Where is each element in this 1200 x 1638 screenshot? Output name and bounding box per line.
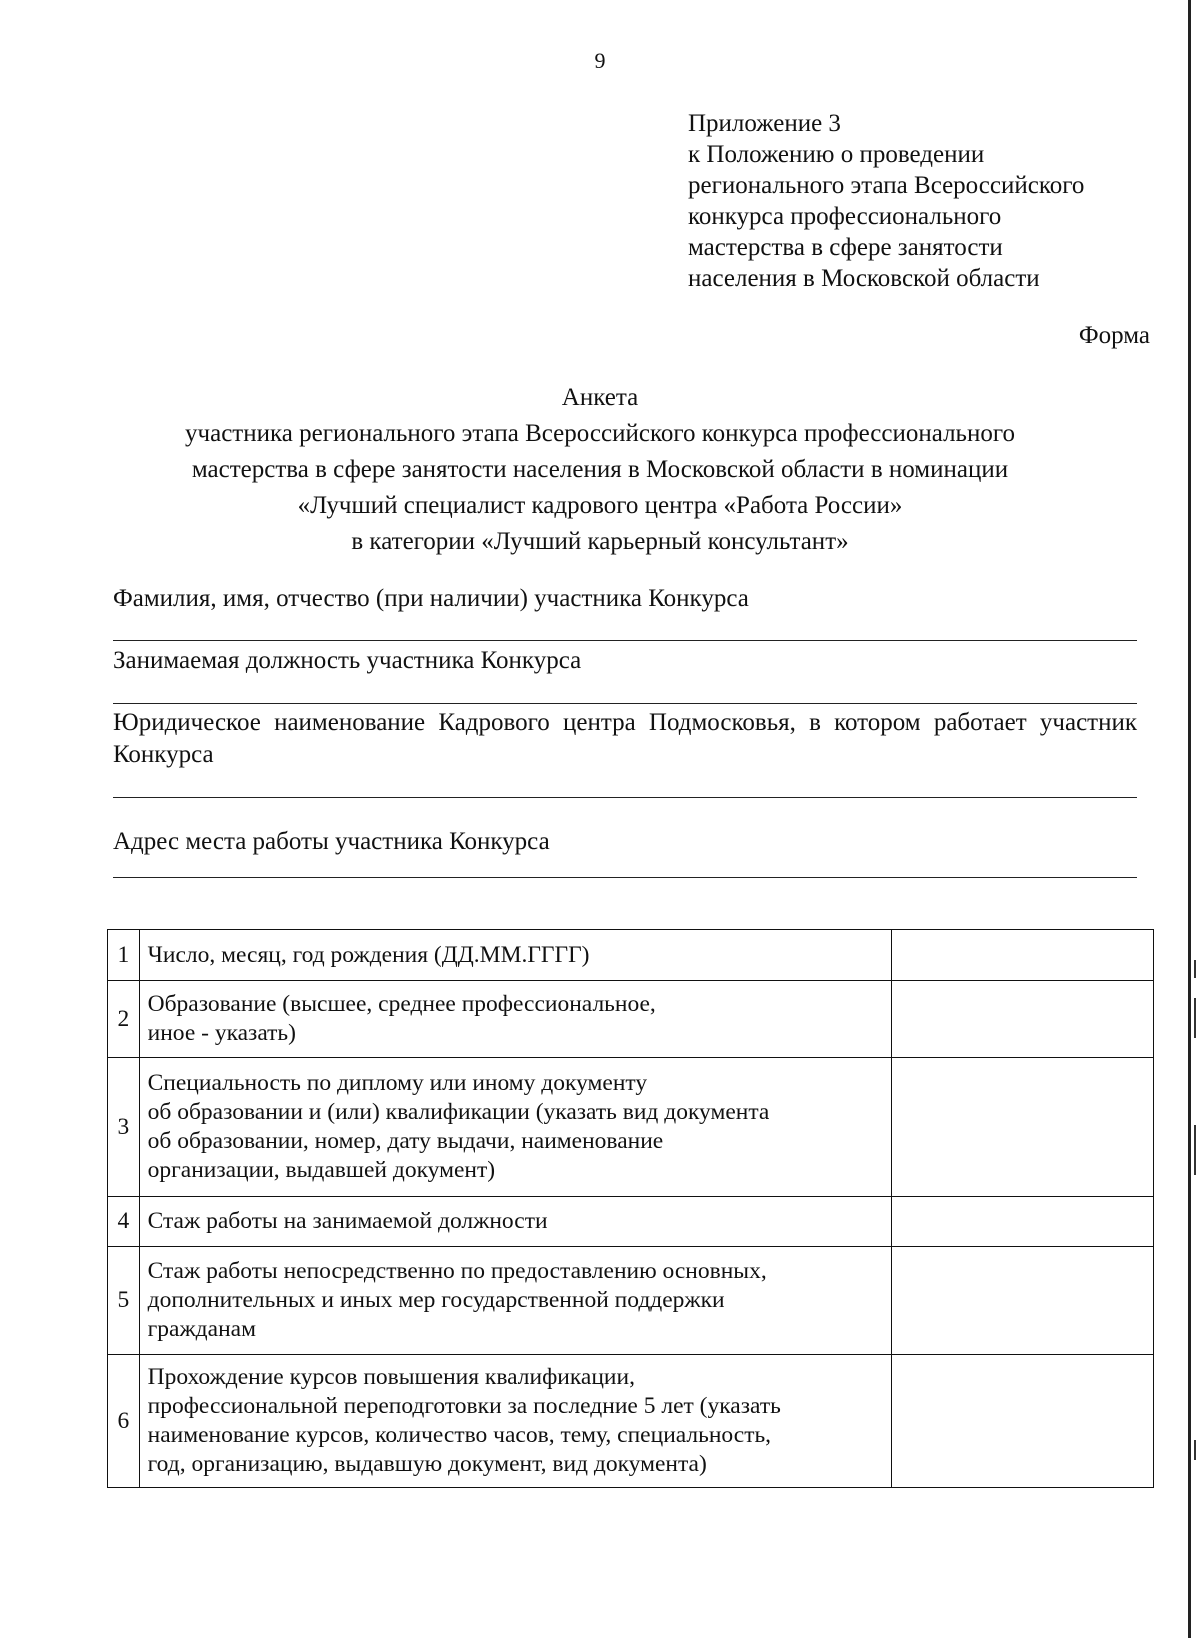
row-question xyxy=(139,1058,891,1197)
full-name-label: Фамилия, имя, отчество (при наличии) участника Конкурса xyxy=(113,585,749,612)
question-line: Стаж работы на занимаемой должности xyxy=(147,1208,548,1234)
question-line: наименование курсов, количество часов, тему, специальность, xyxy=(147,1422,772,1448)
employer-name-field[interactable] xyxy=(113,797,1137,798)
question-line: об образовании и (или) квалификации (указать вид документа xyxy=(147,1099,770,1125)
scan-edge-mark xyxy=(1194,1440,1196,1460)
title-line: участника регионального этапа Всероссийского конкурса профессионального xyxy=(185,420,1015,447)
annex-line: мастерства в сфере занятости xyxy=(688,234,1003,261)
annex-line: населения в Московской области xyxy=(688,265,1040,292)
row-number: 6 xyxy=(108,1355,140,1488)
title-line: «Лучший специалист кадрового центра «Работа России» xyxy=(297,492,903,519)
question-line: дополнительных и иных мер государственной поддержки xyxy=(147,1287,725,1313)
annex-line: регионального этапа Всероссийского xyxy=(688,172,1085,199)
row-answer-cell[interactable] xyxy=(891,1058,1153,1197)
full-name-field[interactable] xyxy=(113,640,1137,641)
question-line: Образование (высшее, среднее профессиональное, xyxy=(147,991,656,1017)
table-row xyxy=(108,930,1154,981)
title-line: мастерства в сфере занятости населения в Московской области в номинации xyxy=(191,456,1009,483)
document-title xyxy=(100,380,1100,560)
table-row xyxy=(108,1355,1154,1488)
position-field[interactable] xyxy=(113,703,1137,704)
question-line: организации, выдавшей документ) xyxy=(147,1157,496,1183)
form-label: Форма xyxy=(1078,322,1150,349)
row-number: 2 xyxy=(108,981,140,1058)
row-question xyxy=(139,930,891,981)
row-question xyxy=(139,1355,891,1488)
table-row xyxy=(108,981,1154,1058)
question-line: гражданам xyxy=(147,1316,256,1342)
row-answer-cell[interactable] xyxy=(891,1197,1153,1247)
work-address-label: Адрес места работы участника Конкурса xyxy=(113,828,550,855)
row-number: 3 xyxy=(108,1058,140,1197)
work-address-field[interactable] xyxy=(113,877,1137,878)
scan-edge-mark xyxy=(1194,998,1196,1038)
scan-edge-line xyxy=(1188,0,1191,1638)
row-number: 1 xyxy=(108,930,140,981)
questionnaire-table xyxy=(107,929,1154,1488)
question-line: иное - указать) xyxy=(147,1020,296,1046)
row-question xyxy=(139,981,891,1058)
question-line: год, организацию, выдавшую документ, вид документа) xyxy=(147,1451,707,1477)
table-row xyxy=(108,1247,1154,1355)
scan-edge-mark xyxy=(1194,1125,1196,1175)
employer-name-label: Юридическое наименование Кадрового центра Подмосковья, в котором работает участник Конкурса xyxy=(113,709,1137,768)
question-line: Стаж работы непосредственно по предоставлению основных, xyxy=(147,1258,767,1284)
row-question xyxy=(139,1247,891,1355)
annex-reference xyxy=(688,108,1188,294)
question-line: об образовании, номер, дату выдачи, наименование xyxy=(147,1128,664,1154)
table-row xyxy=(108,1058,1154,1197)
scan-edge-mark xyxy=(1194,960,1196,978)
page-number: 9 xyxy=(594,48,606,73)
question-line: Число, месяц, год рождения (ДД.ММ.ГГГГ) xyxy=(147,941,590,968)
question-line: профессиональной переподготовки за последние 5 лет (указать xyxy=(147,1393,781,1419)
table-row xyxy=(108,1197,1154,1247)
row-number: 4 xyxy=(108,1197,140,1247)
row-answer-cell[interactable] xyxy=(891,1355,1153,1488)
question-line: Прохождение курсов повышения квалификации, xyxy=(147,1364,635,1390)
annex-line: Приложение 3 xyxy=(688,110,841,137)
title-line: в категории «Лучший карьерный консультант» xyxy=(351,528,849,555)
position-label: Занимаемая должность участника Конкурса xyxy=(113,647,582,674)
row-question xyxy=(139,1197,891,1247)
annex-line: к Положению о проведении xyxy=(688,141,985,168)
row-number: 5 xyxy=(108,1247,140,1355)
row-answer-cell[interactable] xyxy=(891,1247,1153,1355)
row-answer-cell[interactable] xyxy=(891,981,1153,1058)
question-line: Специальность по диплому или иному документу xyxy=(147,1070,648,1096)
annex-line: конкурса профессионального xyxy=(688,203,1002,230)
title-line: Анкета xyxy=(561,384,639,411)
row-answer-cell[interactable] xyxy=(891,930,1153,981)
